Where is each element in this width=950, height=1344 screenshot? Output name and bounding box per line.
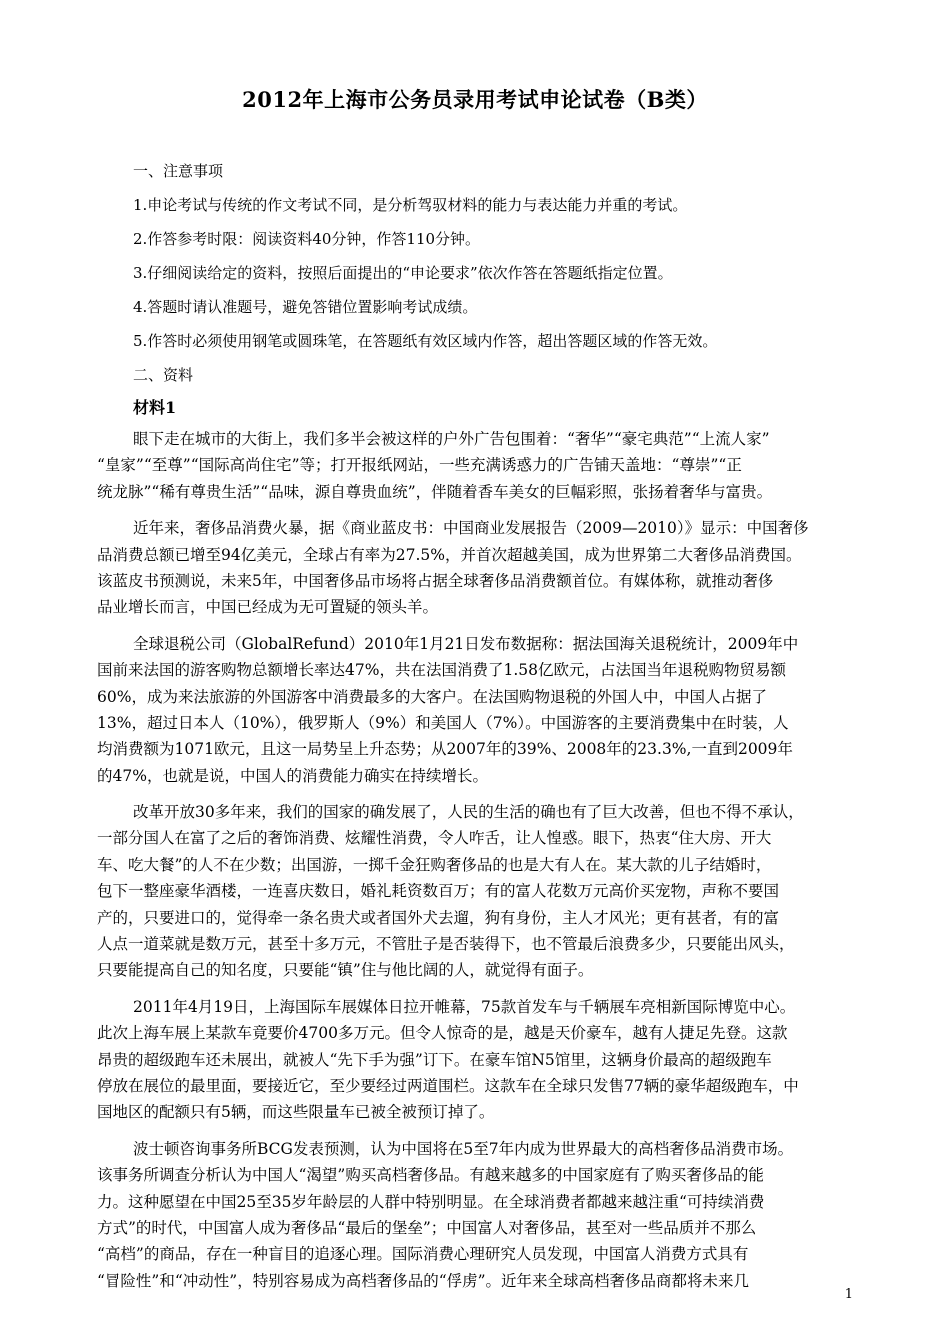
text-line: “高档”的商品，存在一种盲目的追逐心理。国际消费心理研究人员发现，中国富人消费方式具有 [97,1245,749,1264]
text-line: 改革开放30多年来，我们的国家的确发展了，人民的生活的确也有了巨大改善，但也不得不承认， [133,803,804,822]
text-line: 国前来法国的游客购物总额增长率达47%，共在法国消费了1.58亿欧元，占法国当年退税购物贸易额 [97,661,786,680]
text-line: “冒险性”和“冲动性”，特别容易成为高档奢侈品的“俘虏”。近年来全球高档奢侈品商都将未来几 [97,1271,750,1290]
notice-item: 2.作答参考时限：阅读资料40分钟，作答110分钟。 [133,230,481,248]
notice-item: 1.申论考试与传统的作文考试不同，是分析驾驭材料的能力与表达能力并重的考试。 [133,196,688,214]
material-label: 材料1 [133,398,177,417]
notice-item: 5.作答时必须使用钢笔或圆珠笔，在答题纸有效区域内作答，超出答题区域的作答无效。 [133,332,718,350]
text-line: 近年来，奢侈品消费火暴，据《商业蓝皮书：中国商业发展报告（2009—2010）》显示：中国奢侈 [133,519,809,538]
text-line: 此次上海车展上某款车竟要价4700多万元。但令人惊奇的是，越是天价豪车，越有人捷足先登。这款 [97,1024,788,1043]
text-line: 2011年4月19日，上海国际车展媒体日拉开帷幕，75款首发车与千辆展车亮相新国际博览中心。 [133,997,796,1016]
paragraph [97,426,853,505]
paragraph [97,994,853,1126]
text-line: 包下一整座豪华酒楼，一连喜庆数日，婚礼耗资数百万；有的富人花数万元高价买宠物，声称不要国 [97,882,780,901]
material-body [97,426,853,1304]
text-line: 产的，只要进口的，觉得牵一条名贵犬或者国外犬去遛，狗有身份，主人才风光；更有甚者，有的富 [97,908,780,927]
text-line: 该蓝皮书预测说，未来5年，中国奢侈品市场将占据全球奢侈品消费额首位。有媒体称，就推动奢侈 [97,571,774,590]
text-line: 停放在展位的最里面，要接近它，至少要经过两道围栏。这款车在全球只发售77辆的豪华超级跑车，中 [97,1076,799,1095]
text-line: 的47%，也就是说，中国人的消费能力确实在持续增长。 [97,766,488,785]
text-line: 品业增长而言，中国已经成为无可置疑的领头羊。 [97,598,439,617]
text-line: 60%，成为来法旅游的外国游客中消费最多的大客户。在法国购物退税的外国人中，中国人占据了 [97,687,767,706]
text-line: 眼下走在城市的大街上，我们多半会被这样的户外广告包围着：“奢华”“豪宅典范”“上流人家” [133,430,770,448]
text-line: 均消费额为1071欧元，且这一局势呈上升态势；从2007年的39%、2008年的23.3%,一直到2009年 [97,740,793,759]
text-line: 全球退税公司（GlobalRefund）2010年1月21日发布数据称：据法国海关退税统计，2009年中 [133,634,799,653]
text-line: 昂贵的超级跑车还未展出，就被人“先下手为强”订下。在豪车馆N5馆里，这辆身价最高的超级跑车 [97,1050,772,1069]
text-line: 方式”的时代，中国富人成为奢侈品“最后的堡垒”；中国富人对奢侈品，甚至对一些品质并不那么 [97,1218,757,1237]
notice-section [133,160,893,398]
text-line: “皇家”“至尊”“国际高尚住宅”等；打开报纸网站，一些充满诱惑力的广告铺天盖地：“尊崇”“正 [97,456,742,475]
text-line: 13%，超过日本人（10%），俄罗斯人（9%）和美国人（7%）。中国游客的主要消费集中在时装，人 [97,713,789,732]
paragraph [97,799,853,984]
paragraph [97,1136,853,1294]
text-line: 力。这种愿望在中国25至35岁年龄层的人群中特别明显。在全球消费者都越来越注重“可持续消费 [97,1192,765,1211]
text-line: 品消费总额已增至94亿美元，全球占有率为27.5%，并首次超越美国，成为世界第二大奢侈品消费国。 [97,545,802,564]
text-line: 一部分国人在富了之后的奢饰消费、炫耀性消费，令人咋舌，让人惶惑。眼下，热衷“住大房、开大 [97,829,772,848]
text-line: 统龙脉”“稀有尊贵生活”“品味，源自尊贵血统”，伴随着香车美女的巨幅彩照，张扬着奢华与富贵。 [97,482,773,501]
paragraph [97,515,853,621]
notice-item: 3.仔细阅读给定的资料，按照后面提出的“申论要求”依次作答在答题纸指定位置。 [133,264,673,282]
notice-heading: 一、注意事项 [133,162,224,180]
text-line: 车、吃大餐”的人不在少数；出国游，一掷千金狂购奢侈品的也是大有人在。某大款的儿子结婚时， [97,855,772,874]
notice-item: 4.答题时请认准题号，避免答错位置影响考试成绩。 [133,298,478,316]
text-line: 波士顿咨询事务所BCG发表预测，认为中国将在5至7年内成为世界最大的高档奢侈品消费市场。 [133,1139,794,1158]
text-line: 国地区的配额只有5辆，而这些限量车已被全被预订掉了。 [97,1103,495,1122]
page-number: 1 [844,1287,853,1302]
paragraph [97,631,853,789]
text-line: 该事务所调查分析认为中国人“渴望”购买高档奢侈品。有越来越多的中国家庭有了购买奢侈品的能 [97,1166,764,1185]
materials-heading: 二、资料 [133,366,194,384]
text-line: 人点一道菜就是数万元，甚至十多万元，不管肚子是否装得下，也不管最后浪费多少，只要能出风头， [97,935,795,954]
document-title: 2012年上海市公务员录用考试申论试卷（B类） [242,87,708,112]
text-line: 只要能提高自己的知名度，只要能“镇”住与他比阔的人，就觉得有面子。 [97,961,594,980]
